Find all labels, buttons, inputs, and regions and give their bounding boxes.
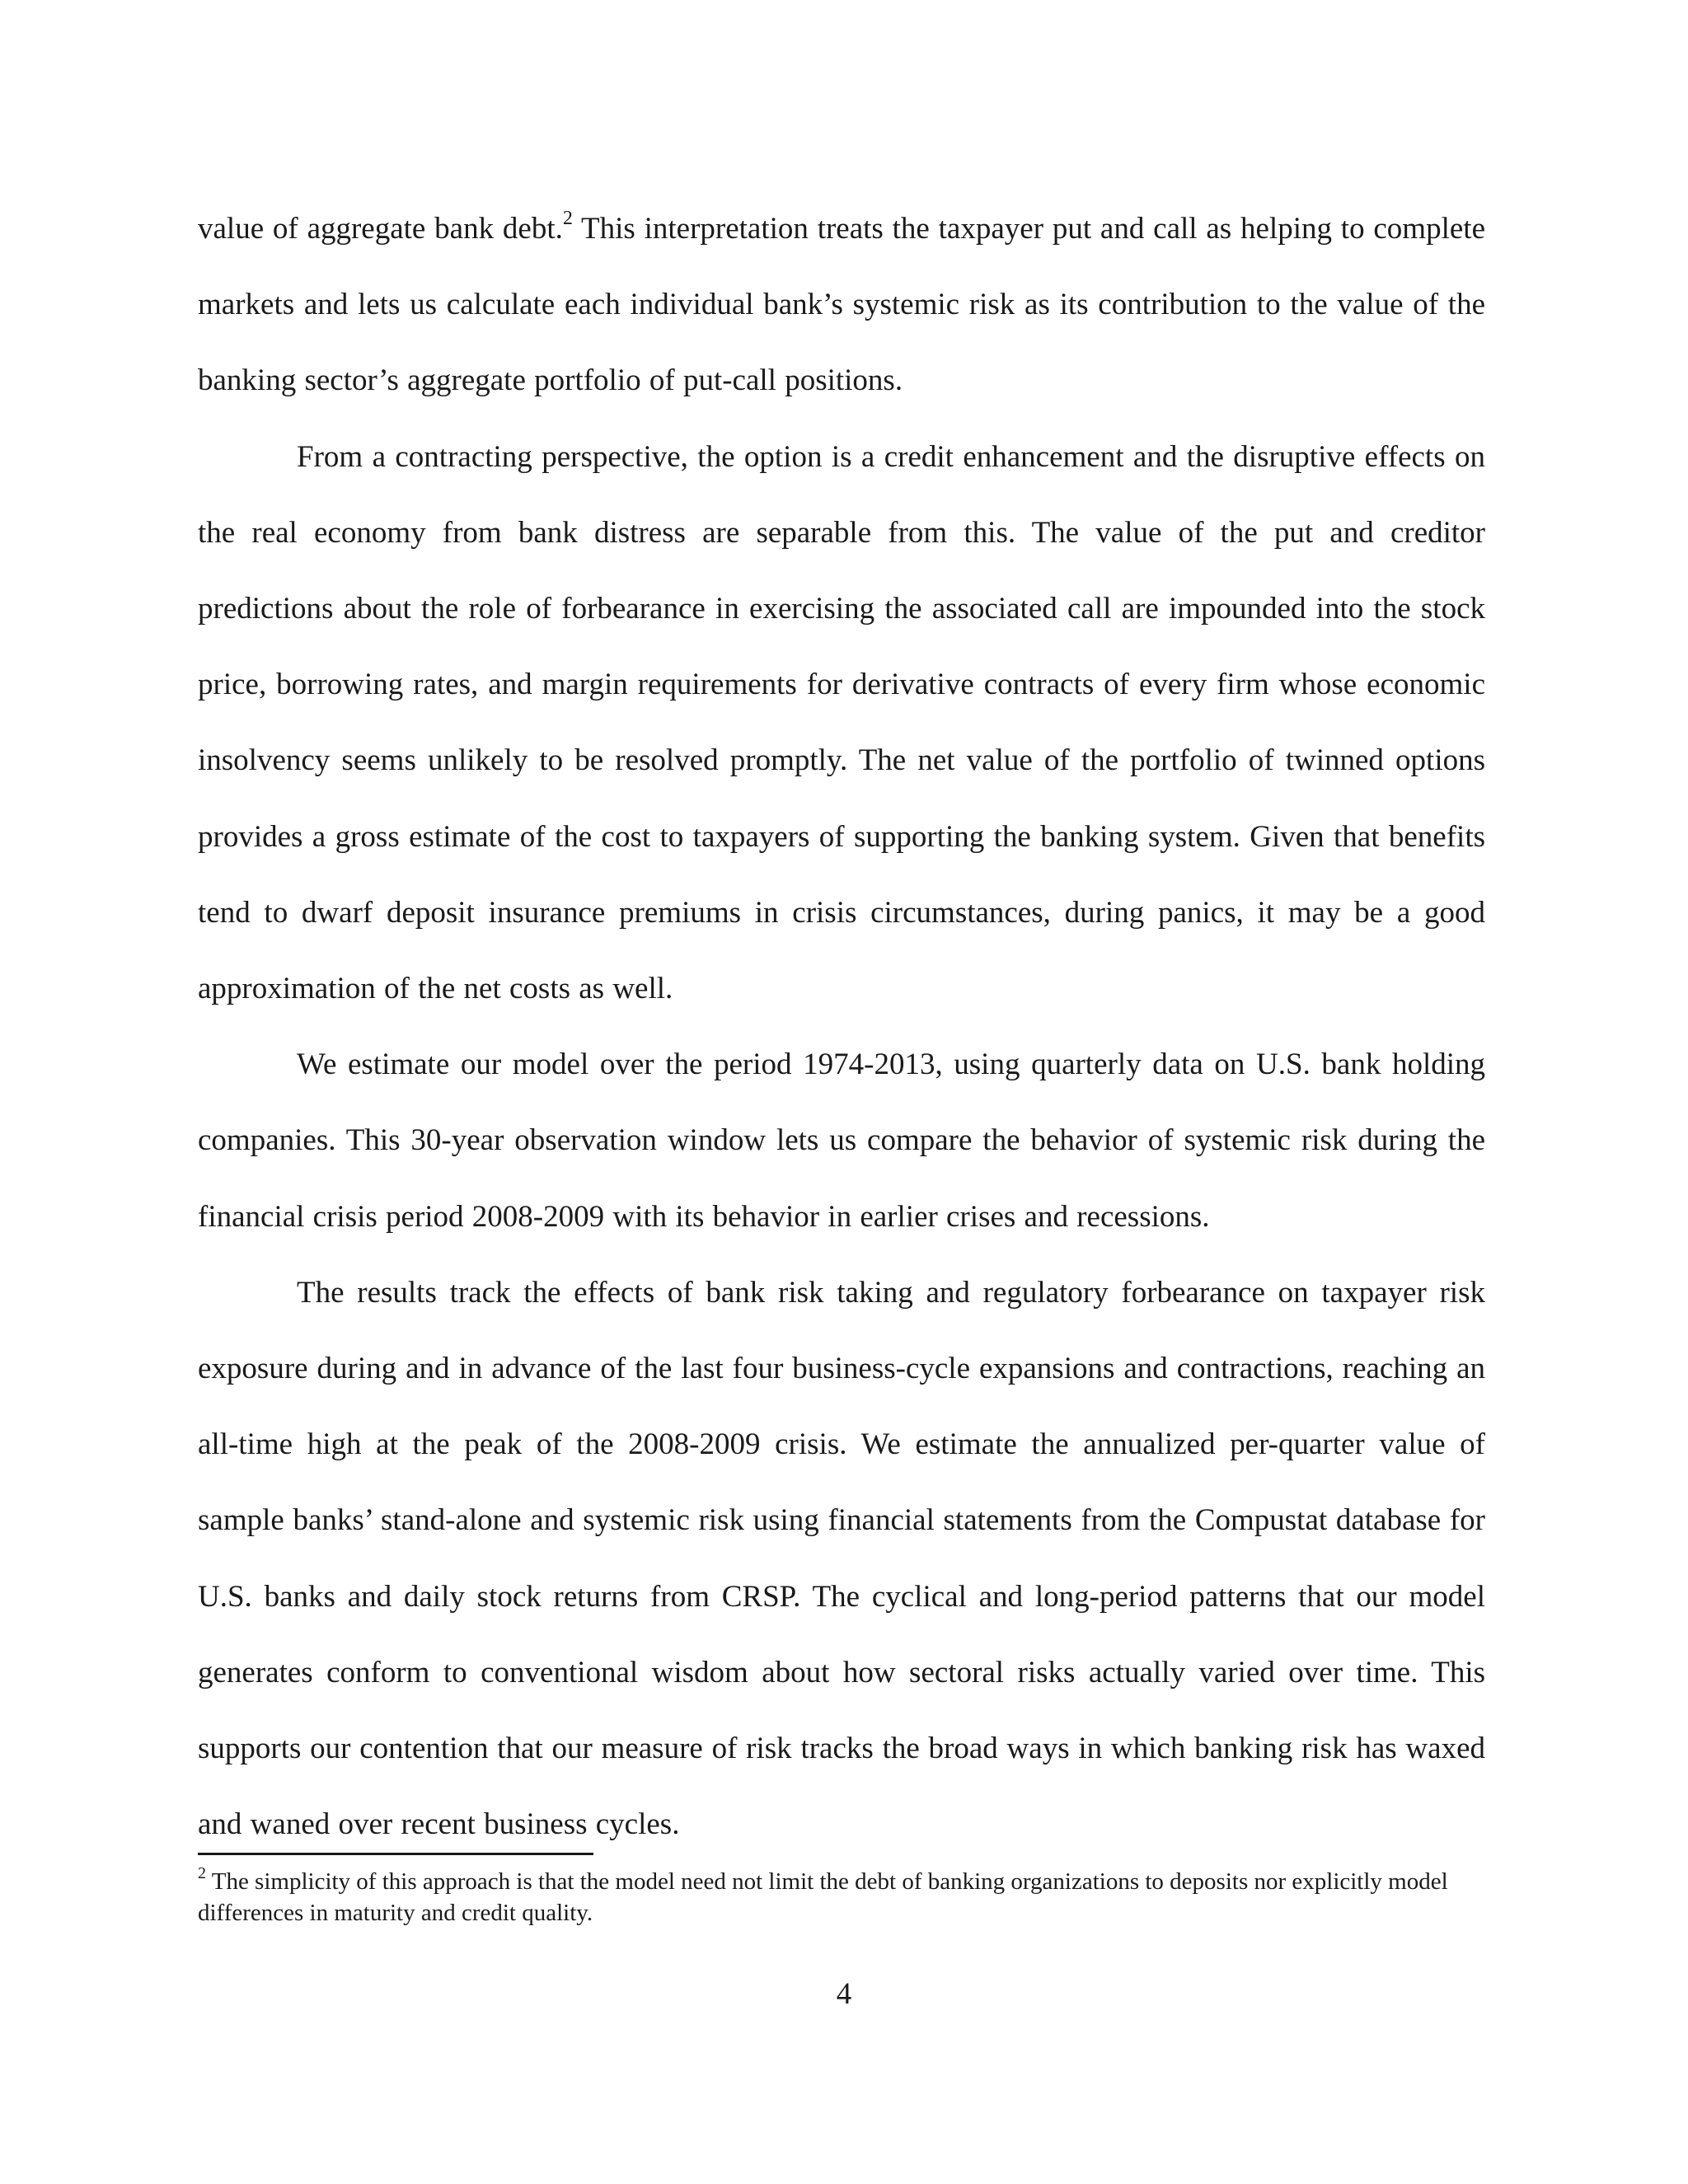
paragraph-3: We estimate our model over the period 1974-2013, using quarterly data on U.S. bank holding companies. This 30-year observation window lets us compare the behavior of systemic risk during the financial crisis period 2008-2009 with its behavior in earlier crises and recessions. <box>198 1047 1485 1234</box>
paragraph-1 <box>198 191 1485 419</box>
paragraph-1-lead: value of aggregate bank debt. <box>198 212 563 246</box>
footnote-text: The simplicity of this approach is that the model need not limit the debt of banking organizations to deposits nor explicitly model differences in maturity and credit quality. <box>198 1868 1448 1926</box>
paragraph-1-rest: This interpretation treats the taxpayer put and call as helping to complete markets and lets us calculate each individual bank’s systemic risk as its contribution to the value of the banking sector’s aggregate portfolio of put-call positions. <box>198 212 1485 398</box>
paragraph-4: The results track the effects of bank risk taking and regulatory forbearance on taxpayer risk exposure during and in advance of the last four business-cycle expansions and contractions, reaching an all-time high at the peak of the 2008-2009 crisis. We estimate the annualized per-quarter value of sample banks’ stand-alone and systemic risk using financial statements from the Compustat database for U.S. banks and daily stock returns from CRSP. The cyclical and long-period patterns that our model generates conform to conventional wisdom about how sectoral risks actually varied over time. This supports our contention that our measure of risk tracks the broad ways in which banking risk has waxed and waned over recent business cycles. <box>198 1275 1485 1842</box>
footnote <box>198 1866 1459 1929</box>
paragraph-2: From a contracting perspective, the option is a credit enhancement and the disruptive effects on the real economy from bank distress are separable from this. The value of the put and creditor predictions about the role of forbearance in exercising the associated call are impounded into the stock price, borrowing rates, and margin requirements for derivative contracts of every firm whose economic insolvency seems unlikely to be resolved promptly. The net value of the portfolio of twinned options provides a gross estimate of the cost to taxpayers of supporting the banking system. Given that benefits tend to dwarf deposit insurance premiums in crisis circumstances, during panics, it may be a good approximation of the net costs as well. <box>198 439 1485 1006</box>
page-number: 4 <box>836 1977 852 2011</box>
footnote-divider <box>198 1853 593 1855</box>
footnote-reference: 2 <box>562 207 573 229</box>
body-text <box>198 191 1485 1863</box>
footnote-marker: 2 <box>198 1864 206 1883</box>
